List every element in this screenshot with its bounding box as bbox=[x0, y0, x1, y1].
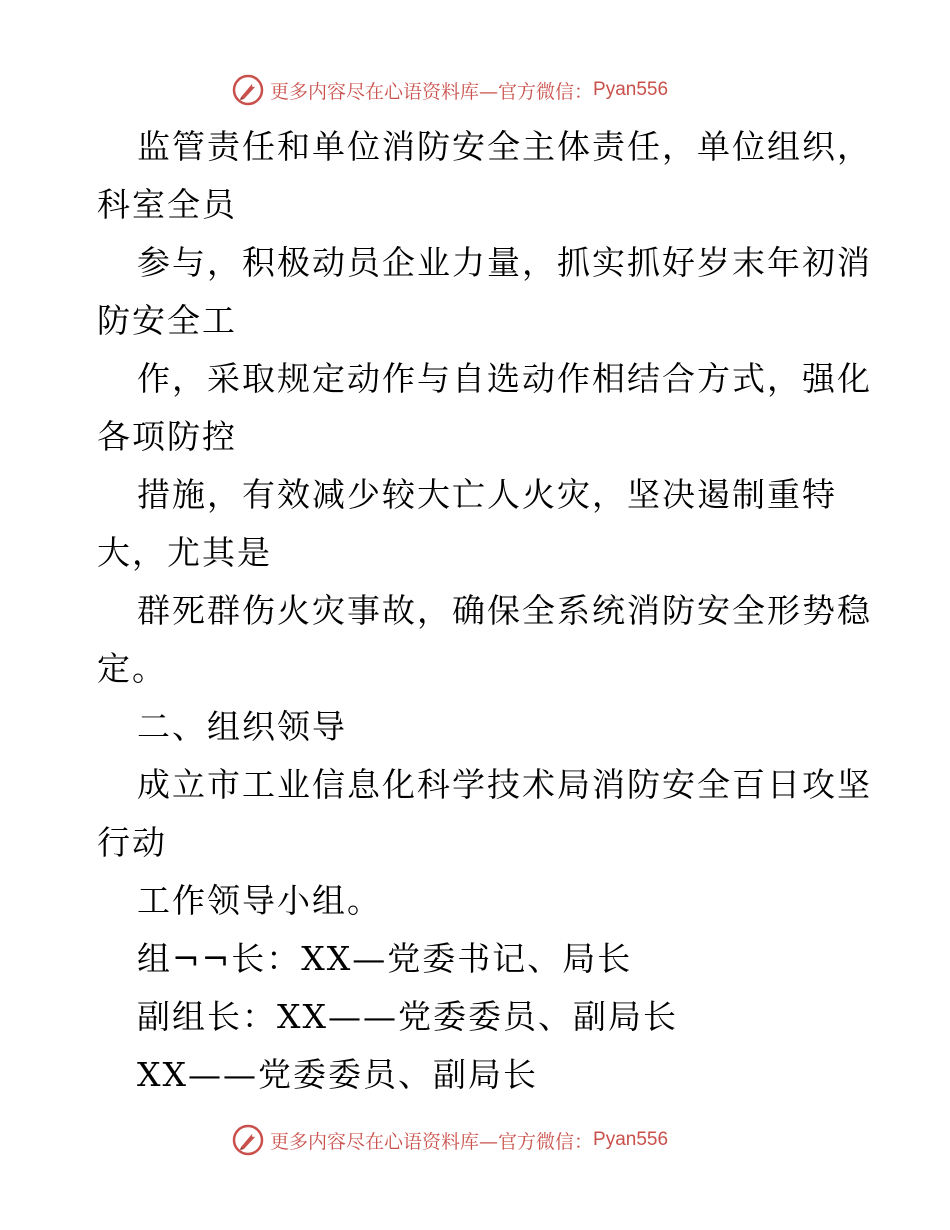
text-line: 防安全工 bbox=[97, 301, 237, 340]
text-line: 组¬¬长：XX—党委书记、局长 bbox=[137, 939, 633, 978]
text-line: 行动 bbox=[97, 823, 167, 862]
text-line: 监管责任和单位消防安全主体责任，单位组织， bbox=[137, 127, 872, 166]
header-banner bbox=[232, 73, 668, 107]
banner-wechat-id: Pyan556 bbox=[593, 1129, 669, 1150]
text-line: 措施，有效减少较大亡人火灾，坚决遏制重特 bbox=[137, 475, 837, 514]
text-line: 各项防控 bbox=[97, 417, 237, 456]
document-body bbox=[97, 118, 872, 1104]
pen-logo-icon bbox=[232, 74, 264, 106]
text-line: XX——党委委员、副局长 bbox=[137, 1055, 538, 1094]
text-line: 二、组织领导 bbox=[137, 707, 347, 746]
text-line: 作，采取规定动作与自选动作相结合方式，强化 bbox=[137, 359, 872, 398]
text-line: 大，尤其是 bbox=[97, 533, 272, 572]
text-line: 定。 bbox=[97, 649, 167, 688]
text-line: 群死群伤火灾事故，确保全系统消防安全形势稳 bbox=[137, 591, 872, 630]
text-line: 成立市工业信息化科学技术局消防安全百日攻坚 bbox=[137, 765, 872, 804]
banner-wechat-id: Pyan556 bbox=[593, 79, 669, 100]
text-line: 副组长：XX——党委委员、副局长 bbox=[137, 997, 678, 1036]
banner-text: 更多内容尽在心语资料库—官方微信： bbox=[270, 1130, 594, 1153]
text-line: 科室全员 bbox=[97, 185, 237, 224]
text-line: 工作领导小组。 bbox=[137, 881, 382, 920]
footer-banner bbox=[232, 1123, 668, 1157]
pen-logo-icon bbox=[232, 1124, 264, 1156]
banner-text: 更多内容尽在心语资料库—官方微信： bbox=[270, 80, 594, 103]
text-line: 参与，积极动员企业力量，抓实抓好岁末年初消 bbox=[137, 243, 872, 282]
